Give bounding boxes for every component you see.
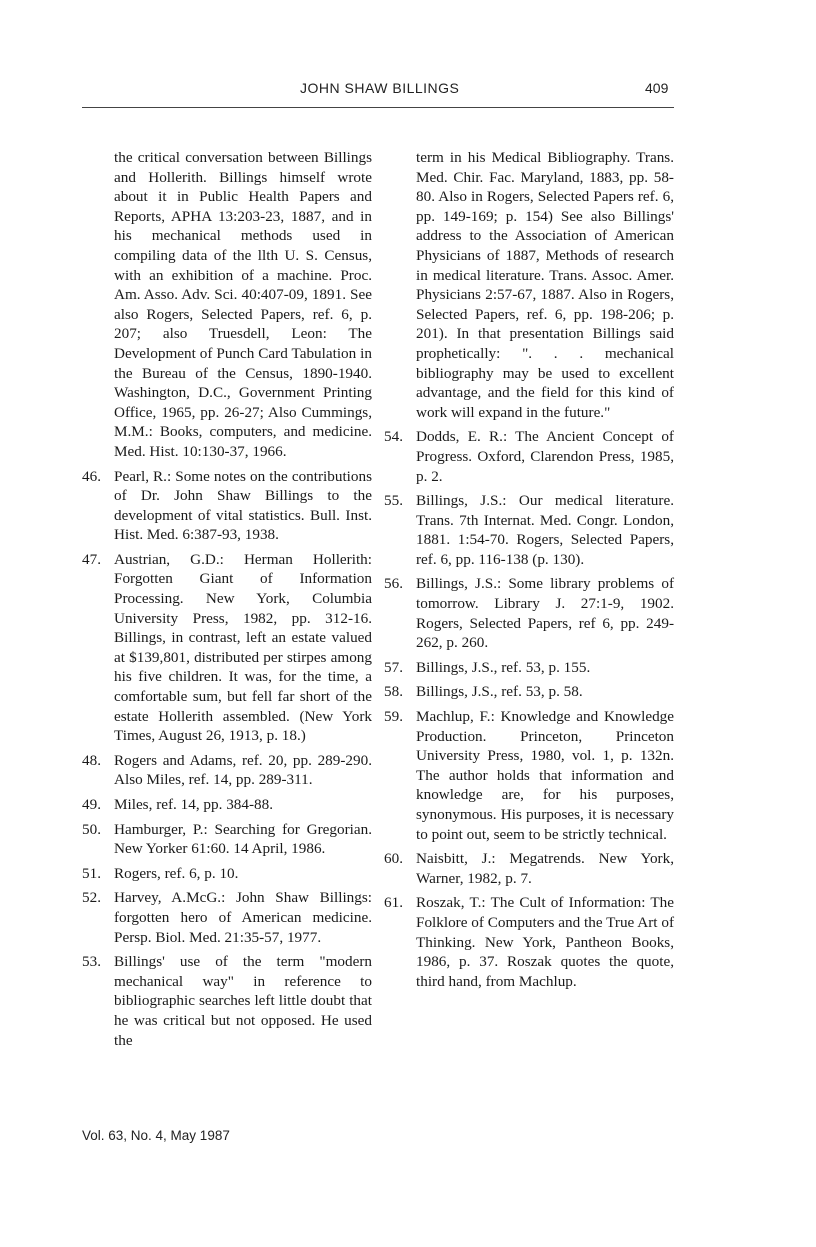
left-column [82,148,372,1050]
reference-text: Austrian, G.D.: Herman Hollerith: Forgotten Giant of Information Processing. New York, Columbia University Press, 1982, pp. 312-16. Billings, in contrast, left an estate valued at $139,801, distributed per stirpes among his five children. It was, for the time, a comfortable sum, but fell far short of the estate Hollerith assembled. (New York Times, August 26, 1913, p. 18.) [114,550,372,745]
reference-text: Rogers and Adams, ref. 20, pp. 289-290. Also Miles, ref. 14, pp. 289-311. [114,751,372,789]
reference-text: Dodds, E. R.: The Ancient Concept of Progress. Oxford, Clarendon Press, 1985, p. 2. [416,428,674,485]
reference-text: Rogers, ref. 6, p. 10. [114,864,239,882]
reference-item [82,795,372,815]
header-rule [82,107,674,108]
reference-item [384,707,674,844]
reference-item [82,467,372,545]
reference-number: 50. [82,820,101,838]
reference-text: Billings, J.S.: Some library problems of tomorrow. Library J. 27:1-9, 1902. Rogers, Selected Papers, ref 6, pp. 249-262, p. 260. [416,575,674,652]
page-number: 409 [645,80,669,96]
reference-item [384,658,674,678]
reference-number: 49. [82,796,101,813]
reference-text: Harvey, A.McG.: John Shaw Billings: forgotten hero of American medicine. Persp. Biol. Med. 21:35-57, 1977. [114,889,372,946]
reference-item [384,682,674,702]
reference-number: 51. [82,864,101,882]
reference-item [82,550,372,746]
reference-item [384,491,674,569]
reference-number: 55. [384,492,403,510]
note-continuation: the critical conversation between Billings and Hollerith. Billings himself wrote about it in Public Health Papers and Reports, APHA 13:203-23, 1887, and in his mechanical methods used in compiling data of the llth U. S. Census, with an exhibition of a machine. Proc. Am. Asso. Adv. Sci. 40:407-09, 1891. See also Rogers, Selected Papers, ref. 6, p. 207; also Truesdell, Leon: The Development of Punch Card Tabulation in the Bureau of the Census, 1890-1940. Washington, D.C., Government Printing Office, 1965, pp. 26-27; Also Cummings, M.M.: Books, computers, and medicine. Med. Hist. 10:130-37, 1966. [114,149,372,460]
reference-number: 56. [384,575,403,593]
reference-item [82,864,372,884]
journal-footer: Vol. 63, No. 4, May 1987 [82,1128,230,1143]
reference-number: 58. [384,683,403,701]
reference-text: Miles, ref. 14, pp. 384-88. [114,796,274,813]
reference-item [82,751,372,790]
reference-text: Billings, J.S., ref. 53, p. 155. [416,658,591,676]
reference-number: 60. [384,850,403,868]
reference-number: 54. [384,428,403,446]
reference-number: 53. [82,953,101,971]
reference-text: Pearl, R.: Some notes on the contributions of Dr. John Shaw Billings to the development of vital statistics. Bull. Inst. Hist. Med. 6:387-93, 1938. [114,467,372,544]
reference-number: 57. [384,658,403,676]
reference-item [82,952,372,1050]
reference-item [384,574,674,652]
reference-text: Roszak, T.: The Cult of Information: The Folklore of Computers and the True Art of Thinking. New York, Pantheon Books, 1986, p. 37. Roszak quotes the quote, third hand, from Machlup. [416,894,674,990]
note-continuation: term in his Medical Bibliography. Trans. Med. Chir. Fac. Maryland, 1883, pp. 58-80. Also in Rogers, Selected Papers ref. 6, pp. 149-169; p. 154) See also Billings' address to the Association of American Physicians of 1887, Methods of research in medical literature. Trans. Assoc. Amer. Physicians 2:57-67, 1887. Also in Rogers, Selected Papers, ref. 6, pp. 198-206; p. 201). In that presentation Billings said prophetically: ". . . mechanical bibliography may be used to excellent advantage, and the field for this kind of work will expand in the future." [416,149,674,421]
reference-item [384,427,674,486]
reference-text: Billings, J.S., ref. 53, p. 58. [416,683,583,701]
reference-item [384,849,674,888]
reference-number: 52. [82,889,101,907]
reference-text: Naisbitt, J.: Megatrends. New York, Warner, 1982, p. 7. [416,850,674,887]
reference-item [82,888,372,947]
reference-number: 47. [82,550,101,568]
running-title: JOHN SHAW BILLINGS [300,80,460,96]
reference-number: 59. [384,708,403,726]
reference-text: Machlup, F.: Knowledge and Knowledge Production. Princeton, Princeton University Press, 1980, vol. 1, p. 132n. The author holds that information and knowledge are, for his purposes, synonymous. His purposes, it is necessary to point out, seem to be strictly technical. [416,708,674,843]
reference-text: Billings' use of the term "modern mechanical way" in reference to bibliographic searches left little doubt that he was critical but not opposed. He used the [114,953,372,1049]
reference-item [82,820,372,859]
reference-text: Billings, J.S.: Our medical literature. Trans. 7th Internat. Med. Congr. London, 1881. 1:54-70. Rogers, Selected Papers, ref. 6, pp. 116-138 (p. 130). [416,492,674,568]
reference-number: 46. [82,467,101,485]
reference-item [384,893,674,991]
reference-text: Hamburger, P.: Searching for Gregorian. New Yorker 61:60. 14 April, 1986. [114,820,372,858]
right-column [384,148,674,991]
reference-number: 61. [384,894,403,912]
reference-number: 48. [82,751,101,769]
